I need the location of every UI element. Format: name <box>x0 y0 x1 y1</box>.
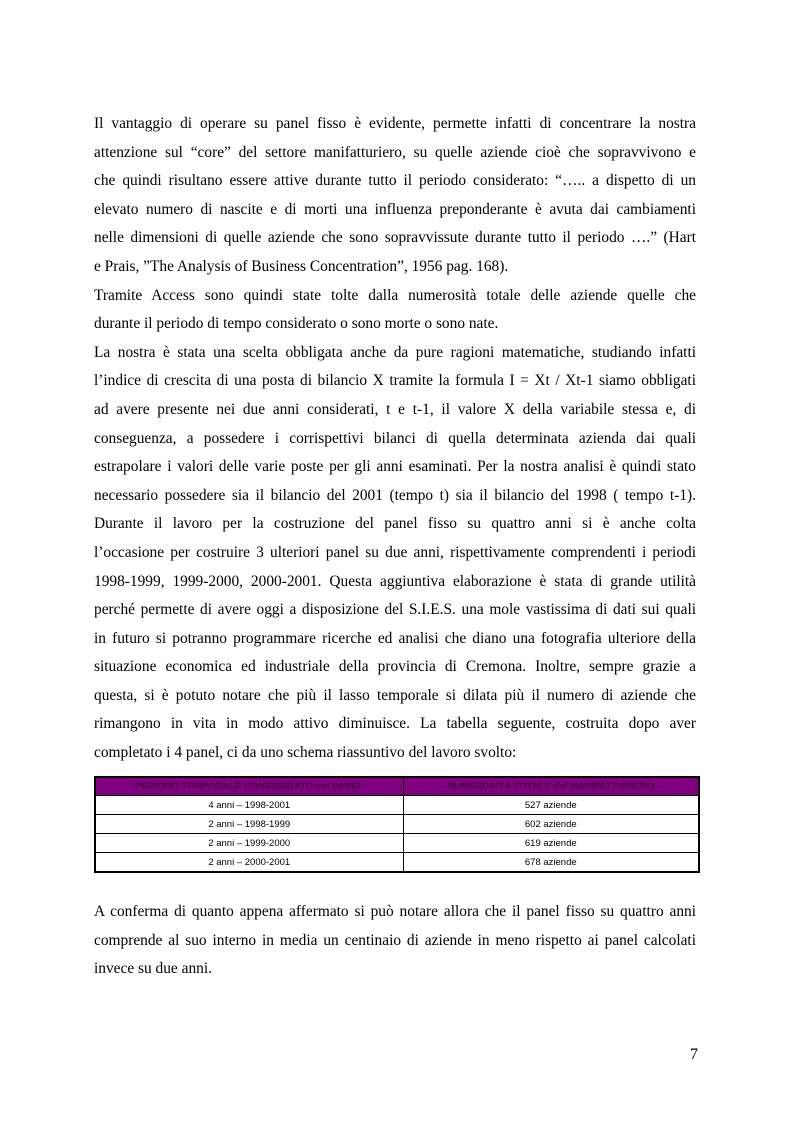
table-header-row <box>95 777 699 796</box>
text-line: Tramite Access sono quindi state tolte dalla numerosità totale delle aziende quelle che <box>94 286 696 304</box>
text-line: conseguenza, a possedere i corrispettivi bilanci di quella determinata azienda dai quali <box>94 429 696 447</box>
body-text-block-1 <box>94 110 696 768</box>
text-line: attenzione sul “core” del settore manifatturiero, su quelle aziende cioè che sopravvivono e <box>94 143 696 161</box>
body-text-block-2 <box>94 898 696 984</box>
table-cell: 2 anni – 2000-2001 <box>95 853 403 873</box>
table-cell: 619 aziende <box>403 834 699 853</box>
text-line: l’indice di crescita di una posta di bilancio X tramite la formula I = Xt / Xt-1 siamo obbligati <box>94 372 696 390</box>
text-line: comprende al suo interno in media un centinaio di aziende in meno rispetto ai panel calcolati <box>94 931 696 949</box>
table-cell: 2 anni – 1999-2000 <box>95 834 403 853</box>
summary-table-container <box>94 776 700 873</box>
text-line: A conferma di quanto appena affermato si può notare allora che il panel fisso su quattro anni <box>94 903 696 920</box>
text-line: necessario possedere sia il bilancio del 2001 (tempo t) sia il bilancio del 1998 ( tempo t-1). <box>94 486 696 504</box>
text-line: che quindi risultano essere attive durante tutto il periodo considerato: “….. a dispetto di un <box>94 172 696 190</box>
text-line: nelle dimensioni di quelle aziende che sono sopravvissute durante tutto il periodo ….” (Hart <box>94 229 696 247</box>
table-row <box>95 796 699 815</box>
text-line: l’occasione per costruire 3 ulteriori panel su due anni, rispettivamente comprendenti i periodi <box>94 543 696 561</box>
table-cell: 2 anni – 1998-1999 <box>95 815 403 834</box>
table-row <box>95 834 699 853</box>
table-cell: 602 aziende <box>403 815 699 834</box>
text-line: Durante il lavoro per la costruzione del panel fisso su quattro anni si è anche colta <box>94 515 696 533</box>
table-row <box>95 853 699 873</box>
text-line: invece su due anni. <box>94 960 212 978</box>
text-line: e Prais, ”The Analysis of Business Concentration”, 1956 pag. 168). <box>94 257 509 275</box>
table-cell: 678 aziende <box>403 853 699 873</box>
text-line: situazione economica ed industriale della provincia di Cremona. Inoltre, sempre grazie a <box>94 658 696 676</box>
text-line: La nostra è stata una scelta obbligata anche da pure ragioni matematiche, studiando infatti <box>94 343 696 361</box>
text-line: rimangono in vita in modo attivo diminuisce. La tabella seguente, costruita dopo aver <box>94 715 696 733</box>
text-line: durante il periodo di tempo considerato o sono morte o sono nate. <box>94 315 499 333</box>
table-cell: 527 aziende <box>403 796 699 815</box>
text-line: perché permette di avere oggi a disposizione del S.I.E.S. una mole vastissima di dati sui quali <box>94 601 696 619</box>
text-line: completato i 4 panel, ci da uno schema riassuntivo del lavoro svolto: <box>94 744 517 762</box>
text-line: 1998-1999, 1999-2000, 2000-2001. Questa aggiuntiva elaborazione è stata di grande utilità <box>94 572 696 590</box>
table-cell: 4 anni – 1998-2001 <box>95 796 403 815</box>
page-number: 7 <box>690 1046 698 1063</box>
text-line: Il vantaggio di operare su panel fisso è evidente, permette infatti di concentrare la nostra <box>94 115 696 132</box>
text-line: ad avere presente nei due anni considerati, t e t-1, il valore X della variabile stessa e, di <box>94 400 696 418</box>
text-line: in futuro si potranno programmare ricerche ed analisi che diano una fotografia ulteriore della <box>94 629 696 647</box>
text-line: questa, si è potuto notare che più il lasso temporale si dilata più il numero di aziende che <box>94 686 696 704</box>
text-line: elevato numero di nascite e di morti una influenza preponderante è avuta dai cambiamenti <box>94 200 696 218</box>
summary-table <box>94 776 700 873</box>
text-line: estrapolare i valori delle varie poste per gli anni esaminati. Per la nostra analisi è quindi stato <box>94 458 696 476</box>
table-row <box>95 815 699 834</box>
table-header-period: PERIODO TEMPORALE CONSIDERATO nei PANEL <box>95 777 403 796</box>
table-header-count: NUMEROSITÁ TOTALE del MANIFATTURIERO <box>403 777 699 796</box>
